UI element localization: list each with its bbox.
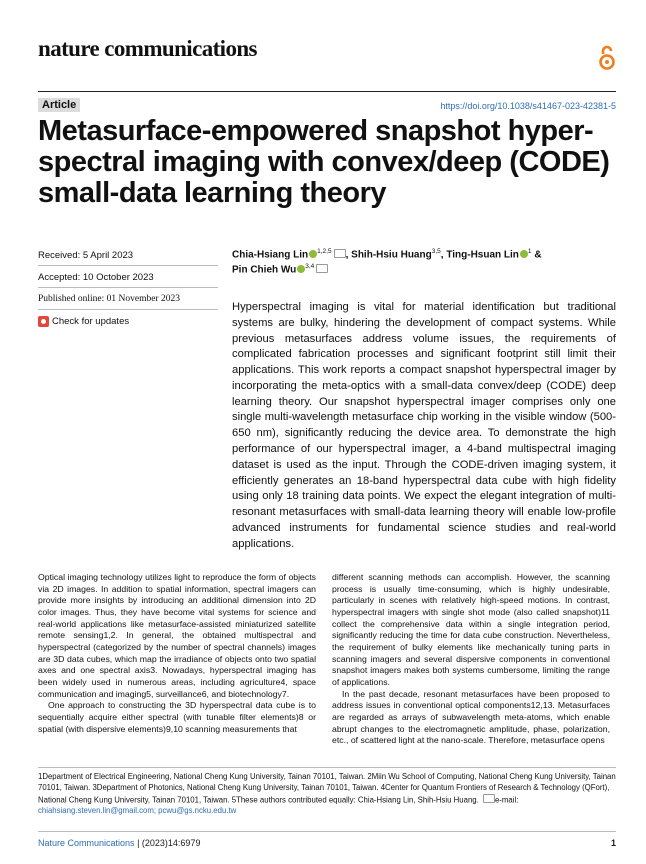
- received-date: Received: 5 April 2023: [38, 250, 134, 261]
- body-column-left: [38, 572, 316, 735]
- doi-link[interactable]: https://doi.org/10.1038/s41467-023-42381-5: [440, 101, 616, 111]
- body-paragraph: Optical imaging technology utilizes light to reproduce the form of objects via 2D images. In addition to spatial information, spectral imagers can provide more insights by introducing an additional dimension into 2D color images. Thus, they have become vital systems for science and real-world applications like metasurface-assisted miniaturized satellite remote sensing1,2. In general, the obtained multispectral and hyperspectral (categorized by the number of spectral channels) images are 3D data cubes, which map the irradiance of objects onto two spatial axes and one spectral axis3. Nowadays, hyperspectral imaging has been widely used in numerous areas, including agriculture4, space communication and imaging5, surveillance6, and biotechnology7.: [38, 572, 316, 699]
- author-list: Chia-Hsiang Lin $^{1,2,5}$ , Shih-Hsiu Huang$^{3,5}$, Ting-Hsuan Lin $^1$ & Pin Chieh Wu $^{3,4}$: [232, 248, 542, 276]
- footer-rule: [38, 831, 616, 832]
- footer-citation: [38, 838, 200, 848]
- email-icon[interactable]: [334, 249, 346, 258]
- author-name[interactable]: Chia-Hsiang Lin: [232, 249, 309, 261]
- orcid-icon[interactable]: [309, 250, 317, 258]
- email-icon: [483, 794, 495, 803]
- author-name[interactable]: Shih-Hsiu Huang: [351, 249, 432, 261]
- published-date: Published online: 01 November 2023: [38, 294, 180, 304]
- check-for-updates-button[interactable]: [38, 316, 129, 327]
- author-affiliation: 3,4: [305, 263, 315, 271]
- body-paragraph: different scanning methods can accomplish. However, the scanning process is usually time-consuming, which is highly undesirable, particularly in scenes with relatively high-speed motions. In contrast, hyperspectral imagers with single shot mode (also called snapshot)11 collect the comprehensive data within a single integration period, significantly reducing the time for data cube construction. Nevertheless, the requirement of bulky elements like mechanically tuning parts in scanning imagers and several dispersive components in conventional snapshot imagers makes both systems cumbersome, limiting the range of applications.: [332, 572, 610, 687]
- body-paragraph: In the past decade, resonant metasurfaces have been proposed to address issues in conventional optical components12,13. Metasurfaces are regarded as arrays of subwavelength meta-atoms, which enable abrupt changes to the electromagnetic amplitude, phase, polarization, etc., of scattered light at the nano-scale. Therefore, metasurface opens: [332, 688, 610, 746]
- affiliations-text: 1Department of Electrical Engineering, National Cheng Kung University, Tainan 70101, Taiwan. 2Miin Wu School of Computing, National Cheng Kung University, Tainan 70101, Taiwan. 3Department of Photonics, National Cheng Kung University, Tainan 70101, Taiwan. 4Center for Quantum Frontiers of Research & Technology (QFort), National Cheng Kung University, Tainan 70101, Taiwan. 5These authors contributed equally: Chia-Hsiang Lin, Shih-Hsiu Huang.: [38, 772, 616, 805]
- check-updates-label: Check for updates: [52, 316, 130, 327]
- article-type-badge: Article: [38, 98, 80, 112]
- affiliations-footnote: [38, 772, 616, 817]
- author-name[interactable]: Ting-Hsuan Lin: [446, 249, 519, 261]
- journal-name[interactable]: nature communications: [38, 36, 257, 61]
- email-icon[interactable]: [316, 264, 328, 273]
- footer-volume: | (2023)14:6979: [137, 838, 201, 848]
- email-links[interactable]: chiahsiang.steven.lin@gmail.com; pcwu@gs.ncku.edu.tw: [38, 806, 237, 816]
- open-access-icon: [598, 44, 616, 72]
- author-name[interactable]: Pin Chieh Wu: [232, 264, 297, 276]
- meta-divider: [38, 309, 218, 310]
- body-column-right: [332, 572, 610, 747]
- orcid-icon[interactable]: [520, 250, 528, 258]
- abstract: Hyperspectral imaging is vital for material identification but traditional systems are bulky, hindering the development of compact systems. While previous metasurfaces address volume issues, the requirements of complicated fabrication processes and significant footprint still limit their applications. This work reports a compact snapshot hyperspectral imager by incorporating the meta-optics with a small-data convex/deep (CODE) deep learning theory. Our snapshot hyperspectral imager comprises only one single multi-wavelength metasurface chip working in the visible window (500-650 nm), significantly reducing the device area. To demonstrate the high performance of our hyperspectral imager, a 4-band multispectral imaging dataset is used as the input. Through the CODE-driven imaging system, it efficiently generates an 18-band hyperspectral data cube with high fidelity using only 18 training data points. We expect the elegant integration of multi-resonant metasurfaces with small-data learning theory will enable low-profile advanced instruments for fundamental science studies and real-world applications.: [232, 301, 616, 550]
- author-affiliation: 1,2,5: [317, 248, 332, 255]
- page-number: 1: [610, 838, 616, 848]
- accepted-date: Accepted: 10 October 2023: [38, 272, 154, 283]
- email-label: e-mail:: [494, 795, 519, 805]
- check-updates-icon: [38, 316, 49, 327]
- footnote-rule: [38, 767, 616, 768]
- header-rule: [38, 91, 616, 92]
- paper-title: Metasurface-empowered snapshot hyper-spectral imaging with convex/deep (CODE) small-data learning theory: [38, 115, 610, 210]
- footer-journal[interactable]: Nature Communications: [38, 838, 135, 848]
- author-affiliation: 3,5: [431, 248, 441, 255]
- meta-divider: [38, 265, 218, 266]
- meta-divider: [38, 287, 218, 288]
- body-paragraph: One approach to constructing the 3D hyperspectral data cube is to sequentially acquire either spectral (with tunable filter elements)8 or spatial (with dispersive elements)9,10 scanning measurements that: [38, 700, 316, 734]
- author-affiliation: 1: [527, 248, 532, 255]
